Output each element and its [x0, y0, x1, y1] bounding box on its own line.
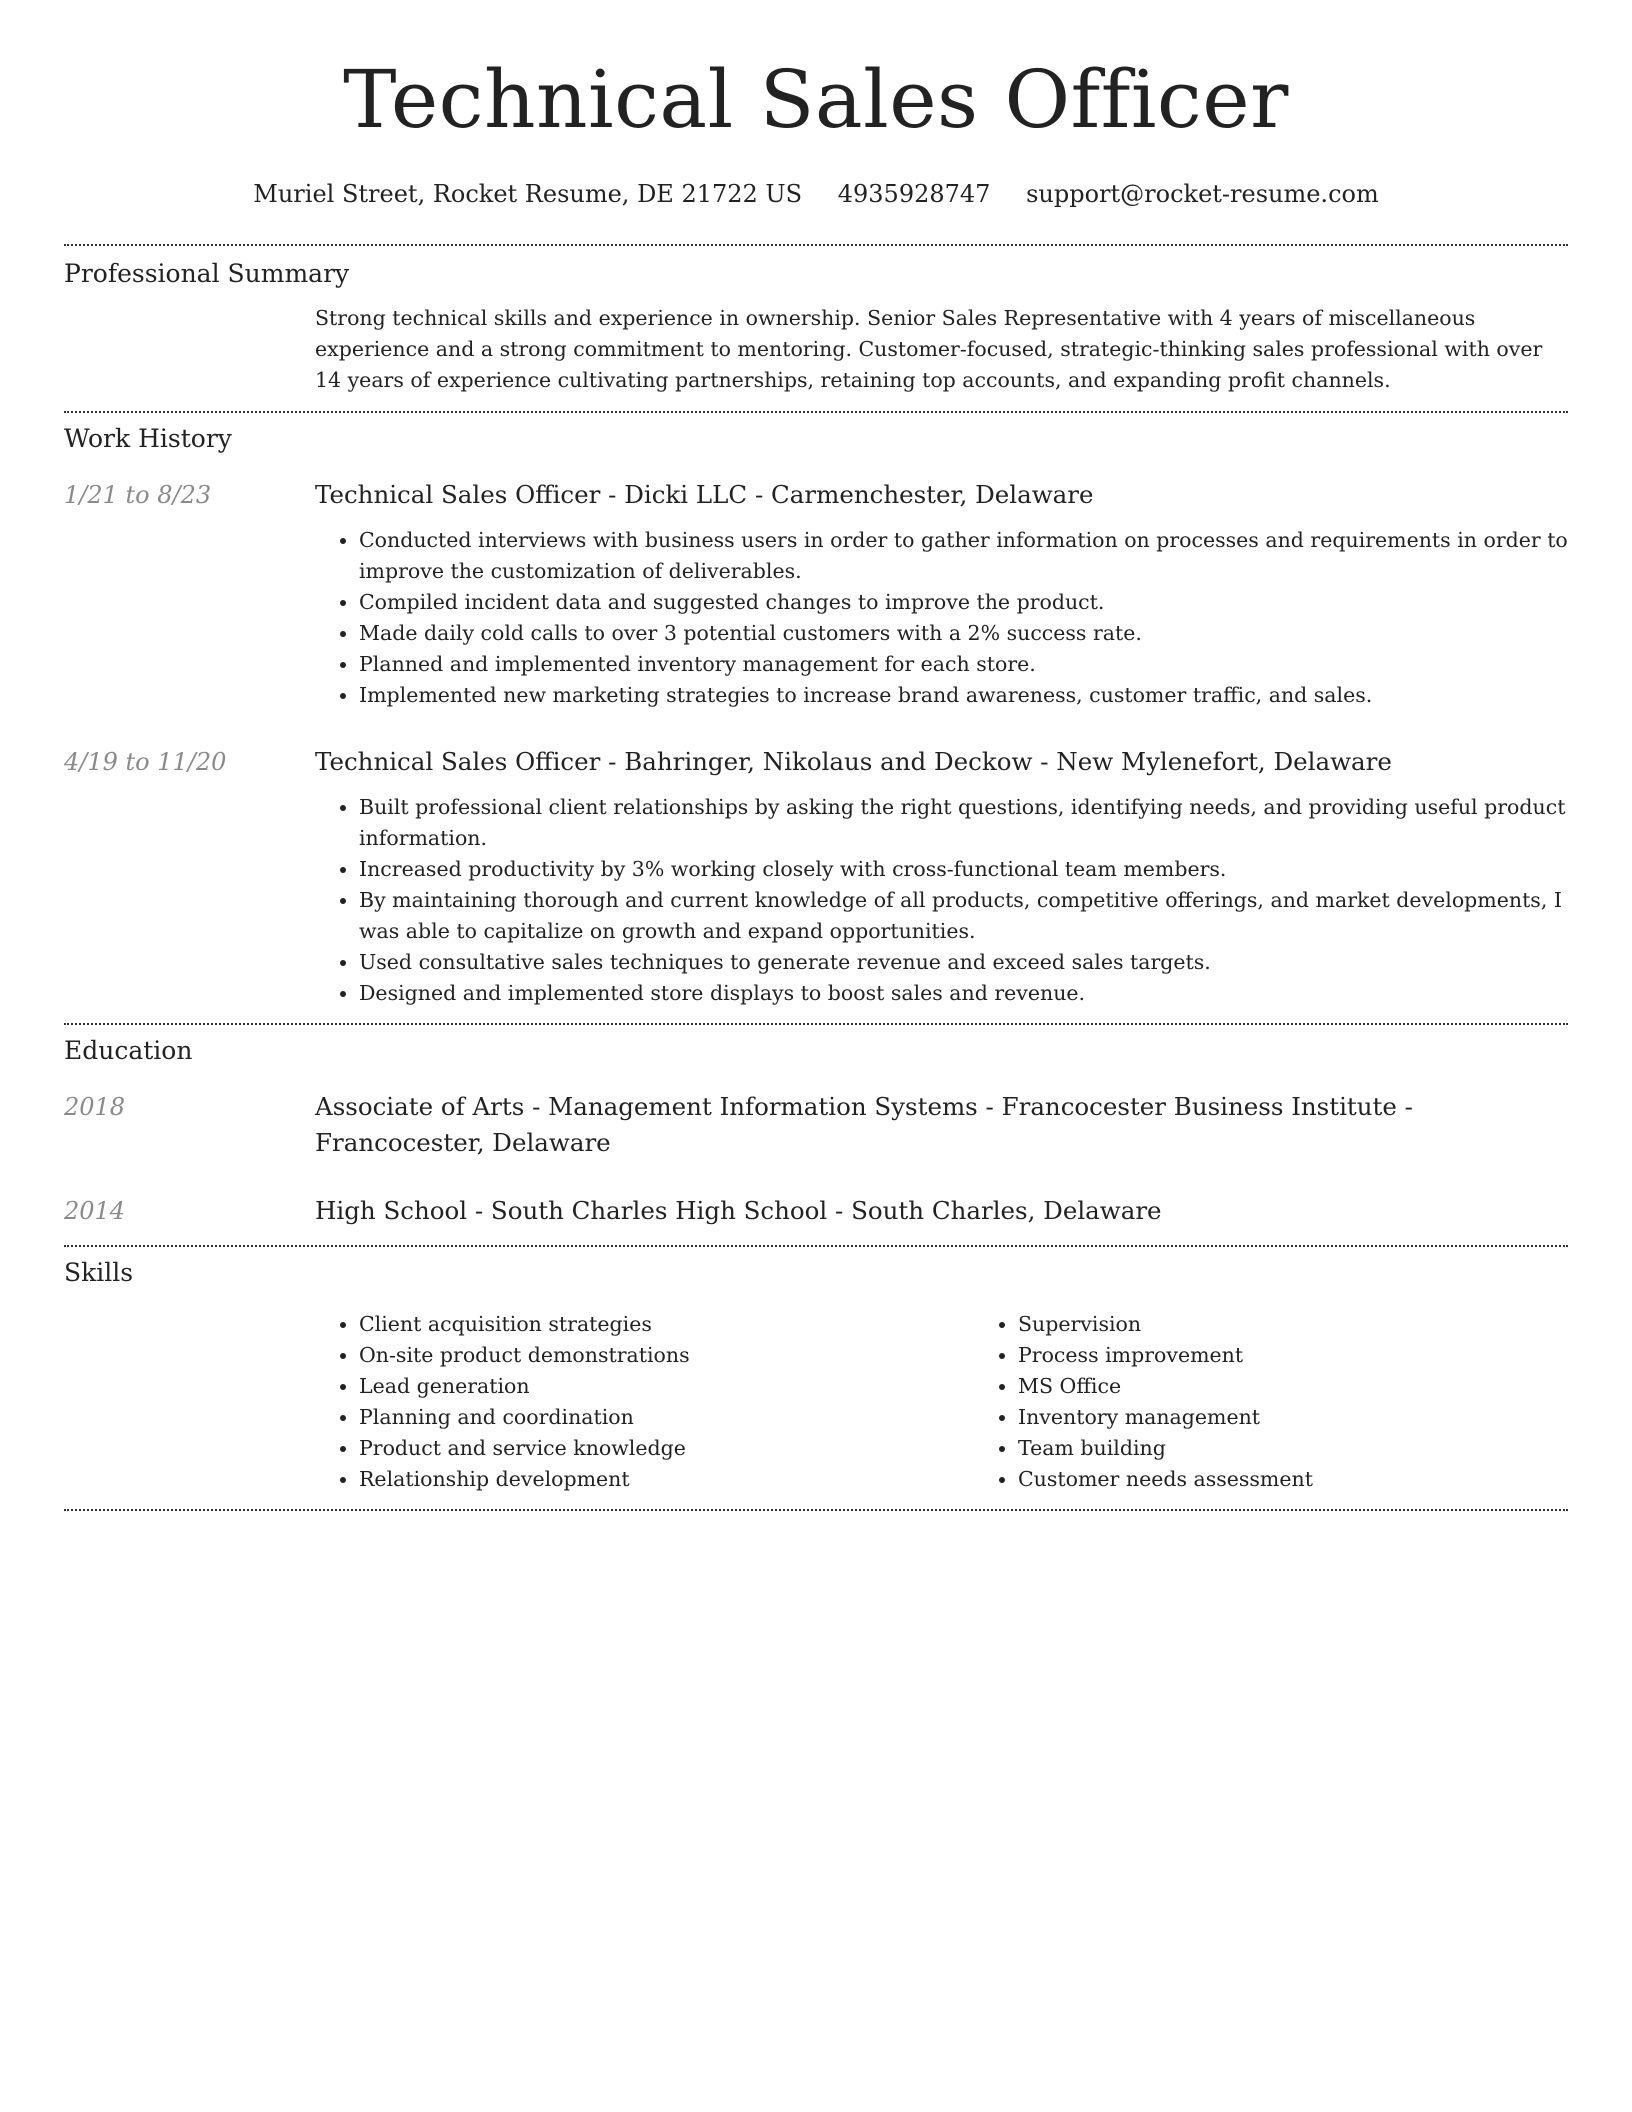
contact-address: Muriel Street, Rocket Resume, DE 21722 US [253, 180, 803, 208]
education-details: - South Charles High School - South Charles, Delaware [467, 1196, 1162, 1225]
list-item: • Customer needs assessment [1018, 1464, 1632, 1495]
list-item: • Product and service knowledge [359, 1433, 974, 1464]
section-title-education: Education [64, 1036, 193, 1065]
list-item: • Relationship development [359, 1464, 974, 1495]
list-item: • Client acquisition strategies [359, 1309, 974, 1340]
education-year: 2018 [64, 1093, 126, 1121]
education-degree: Associate of Arts - Management Information Systems [315, 1092, 978, 1121]
list-item: • Supervision [1018, 1309, 1632, 1340]
list-item: • Used consultative sales techniques to generate revenue and exceed sales targets. [359, 947, 1568, 978]
skills-section [64, 1247, 1568, 1495]
resume-header [64, 0, 1568, 210]
candidate-name: Technical Sales Officer [343, 53, 1289, 146]
list-item: • Inventory management [1018, 1402, 1632, 1433]
list-item: • Implemented new marketing strategies to increase brand awareness, customer traffic, and sales. [359, 680, 1568, 711]
education-entry [64, 1193, 1568, 1229]
skills-list-right [974, 1309, 1632, 1495]
list-item: • Made daily cold calls to over 3 potential customers with a 2% success rate. [359, 618, 1568, 649]
list-item: • Planning and coordination [359, 1402, 974, 1433]
education-year: 2014 [64, 1197, 126, 1225]
job-bullets [315, 525, 1568, 711]
list-item: • On-site product demonstrations [359, 1340, 974, 1371]
list-item: • Compiled incident data and suggested changes to improve the product. [359, 587, 1568, 618]
job-entry [64, 744, 1568, 1009]
job-bullets [315, 792, 1568, 1009]
list-item: • MS Office [1018, 1371, 1632, 1402]
list-item: • Designed and implemented store displays to boost sales and revenue. [359, 978, 1568, 1009]
job-entry [64, 477, 1568, 711]
education-section [64, 1025, 1568, 1229]
skills-grid [315, 1309, 1632, 1495]
divider [64, 1509, 1568, 1511]
summary-text: Strong technical skills and experience in ownership. Senior Sales Representative with 4 years of miscellaneous experience and a strong commitment to mentoring. Customer-focused, strategic-thinking sales professional with over 14 years of experience cultivating partnerships, retaining top accounts, and expanding profit channels. [315, 306, 1543, 392]
job-details: - Bahringer, Nikolaus and Deckow - New Mylenefort, Delaware [600, 747, 1392, 776]
list-item: • By maintaining thorough and current knowledge of all products, competitive offerings, and market developments, I was able to capitalize on growth and expand opportunities. [359, 885, 1568, 947]
list-item: • Process improvement [1018, 1340, 1632, 1371]
education-heading [315, 1089, 1568, 1161]
education-heading [315, 1193, 1568, 1229]
section-title-skills: Skills [64, 1258, 134, 1287]
job-heading [315, 744, 1568, 780]
job-details: - Dicki LLC - Carmenchester, Delaware [600, 480, 1094, 509]
work-history-section [64, 413, 1568, 1009]
job-dates: 4/19 to 11/20 [64, 748, 227, 776]
section-title-summary: Professional Summary [64, 259, 350, 288]
job-role: Technical Sales Officer [315, 747, 601, 776]
list-item: • Increased productivity by 3% working closely with cross-functional team members. [359, 854, 1568, 885]
list-item: • Built professional client relationships by asking the right questions, identifying needs, and providing useful product information. [359, 792, 1568, 854]
skills-list-left [315, 1309, 974, 1495]
contact-email: support@rocket-resume.com [1026, 180, 1379, 208]
job-dates: 1/21 to 8/23 [64, 481, 212, 509]
list-item: • Conducted interviews with business users in order to gather information on processes and requirements in order to improve the customization of deliverables. [359, 525, 1568, 587]
education-degree: High School [315, 1196, 468, 1225]
section-title-work: Work History [64, 424, 232, 453]
list-item: • Team building [1018, 1433, 1632, 1464]
job-role: Technical Sales Officer [315, 480, 601, 509]
contact-line [64, 178, 1568, 210]
list-item: • Planned and implemented inventory management for each store. [359, 649, 1568, 680]
education-details: - Francocester Business Institute - Francocester, Delaware [315, 1092, 1413, 1157]
education-entry [64, 1089, 1568, 1161]
list-item: • Lead generation [359, 1371, 974, 1402]
summary-section [64, 246, 1568, 396]
contact-phone: 4935928747 [837, 180, 991, 208]
job-heading [315, 477, 1568, 513]
